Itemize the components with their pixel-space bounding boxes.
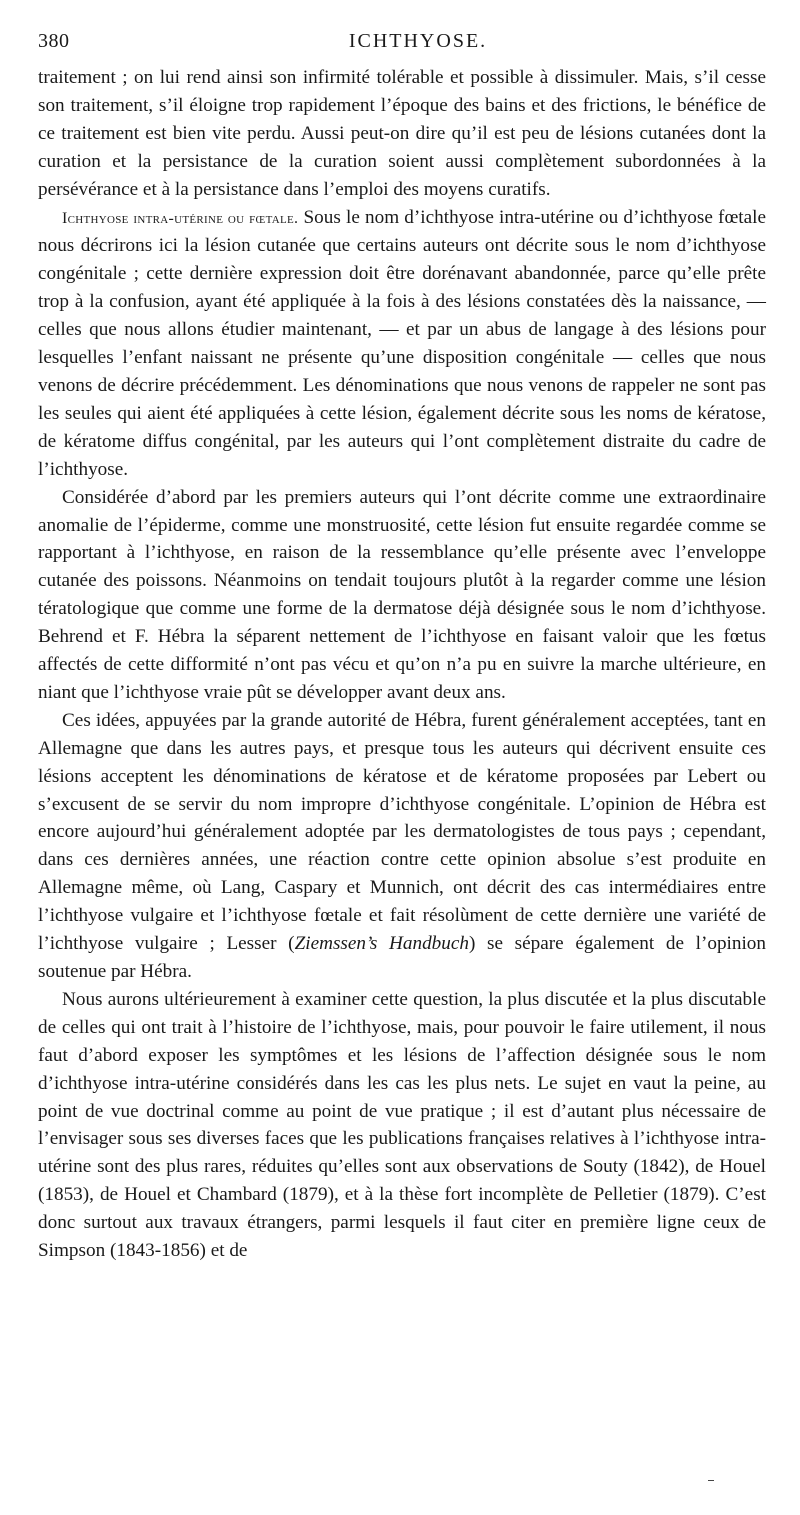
paragraph-continuation: traitement ; on lui rend ainsi son infirmité tolérable et possible à dissimuler. Mais, s’il cesse son traitement, s’il éloigne trop rapidement l’époque des bains et des frictions, le bénéfice de ce traitement est bien vite perdu. Aussi peut-on dire qu’il est peu de lésions cutanées dont la curation et la persistance de la curation soient aussi complètement subordonnées à la persévérance et à la persistance dans l’emploi des moyens curatifs. <box>38 67 766 200</box>
body-text <box>38 64 766 1265</box>
paragraph-text: Sous le nom d’ichthyose intra-utérine ou d’ichthyose fœtale nous décrirons ici la lésion cutanée que certains auteurs ont décrite sous le nom d’ichthyose congénitale ; cette dernière expression doit être dorénavant abandonnée, parce qu’elle prête trop à la confusion, ayant été appliquée à la fois à des lésions constatées dès la naissance, — celles que nous allons étudier maintenant, — et par un abus de langage à des lésions pour lesquelles l’enfant naissant ne présente qu’une disposition congénitale — celles que nous venons de décrire précédemment. Les dénominations que nous venons de rappeler ne sont pas les seules qui aient été appliquées à cette lésion, également décrite sous les noms de kératose, de kératome diffus congénital, par les auteurs qui l’ont complètement distraite du cadre de l’ichthyose. <box>38 206 767 480</box>
paragraph-historique: Considérée d’abord par les premiers auteurs qui l’ont décrite comme une extraordinaire anomalie de l’épiderme, comme une monstruosité, cette lésion fut ensuite regardée comme se rapportant à l’ichthyose, en raison de la ressemblance qu’elle présente avec l’enveloppe cutanée des poissons. Néanmoins on tendait toujours plutôt à la regarder comme une lésion tératologique que comme une forme de la dermatose déjà désignée sous le nom d’ichthyose. Behrend et F. Hébra la séparent nettement de l’ichthyose en faisant valoir que les fœtus affectés de cette difformité n’ont pas vécu et qu’on n’a pu en suivre la marche ultérieure, en niant que l’ichthyose vraie pût se développer avant deux ans. <box>38 486 766 703</box>
section-heading: Ichthyose intra-utérine ou fœtale. <box>62 209 299 227</box>
print-mark <box>708 1480 714 1481</box>
paragraph-ichthyose-foetale <box>38 204 766 484</box>
citation-title: Ziemssen’s Handbuch <box>294 933 469 955</box>
page-header <box>38 30 768 56</box>
paragraph-text: ) se sépare également de l’opinion soutenue par Hébra. <box>38 933 766 982</box>
page-number: 380 <box>38 30 70 52</box>
paragraph-text: Ces idées, appuyées par la grande autorité de Hébra, furent généralement acceptées, tant en Allemagne que dans les autres pays, et presque tous les auteurs qui décrivent ensuite ces lésions acceptent les dénominations de kératose et de kératome proposées par Lebert ou s’excusent de se servir du nom impropre d’ichthyose congénitale. L’opinion de Hébra est encore aujourd’hui généralement adoptée par les dermatologistes de tous pays ; cependant, dans ces dernières années, une réaction contre cette opinion absolue s’est produite en Allemagne même, où Lang, Caspary et Munnich, ont décrit des cas intermédiaires entre l’ichthyose vulgaire et l’ichthyose fœtale et fait résolùment de cette dernière une variété de l’ichthyose vulgaire ; Lesser ( <box>38 709 766 955</box>
paragraph-question: Nous aurons ultérieurement à examiner cette question, la plus discutée et la plus discutable de celles qui ont trait à l’histoire de l’ichthyose, mais, pour pouvoir le faire utilement, il nous faut d’abord exposer les symptômes et les lésions de l’affection désignée sous le nom d’ichthyose intra-utérine considérés dans les cas les plus nets. Le sujet en vaut la peine, au point de vue doctrinal comme au point de vue pratique ; il est d’autant plus nécessaire de l’envisager sous ses diverses faces que les publications françaises relatives à l’ichthyose intra-utérine sont des plus rares, réduites qu’elles sont aux observations de Souty (1842), de Houel (1853), de Houel et Chambard (1879), et à la thèse fort incomplète de Pelletier (1879). C’est donc surtout aux travaux étrangers, parmi lesquels il faut citer en première ligne ceux de Simpson (1843-1856) et de <box>38 988 766 1262</box>
running-title: ICHTHYOSE. <box>348 30 488 52</box>
paragraph-hebra <box>38 707 766 986</box>
